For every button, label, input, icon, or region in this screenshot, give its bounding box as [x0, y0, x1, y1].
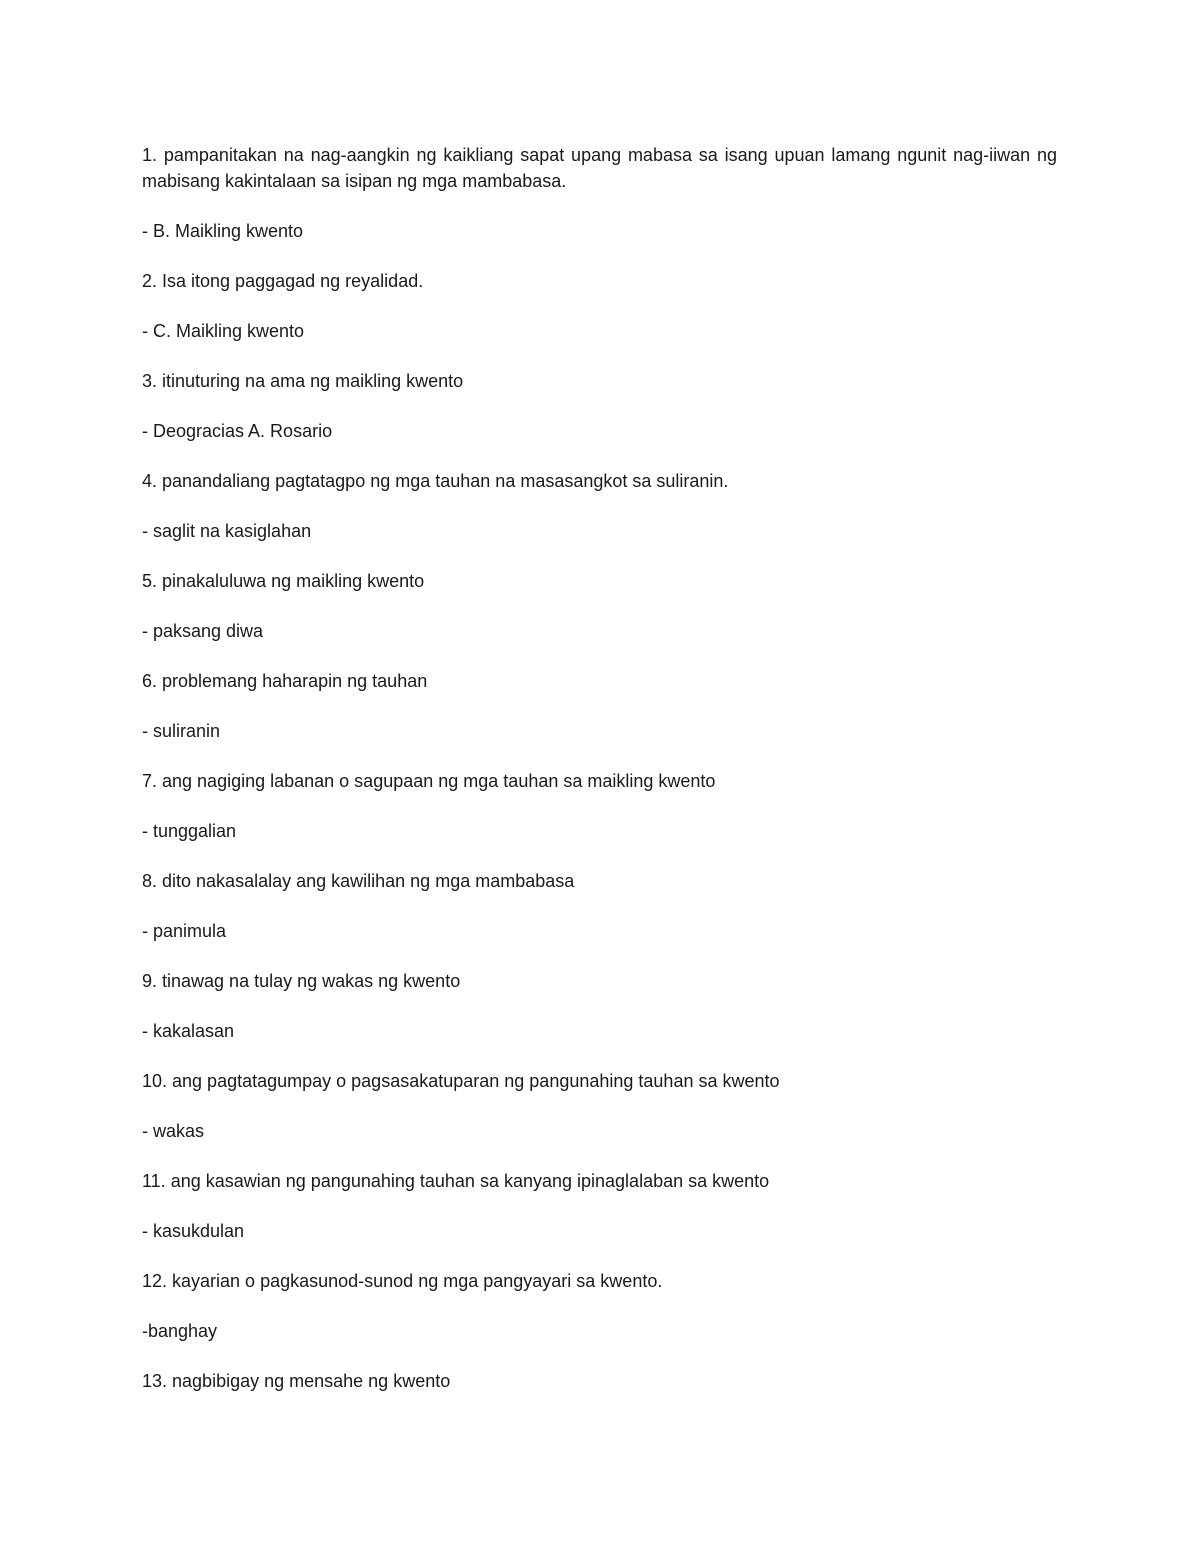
question-6: 6. problemang haharapin ng tauhan — [142, 670, 428, 691]
question-9: 9. tinawag na tulay ng wakas ng kwento — [142, 970, 461, 991]
answer-12: -banghay — [142, 1320, 218, 1341]
answer-3: - Deogracias A. Rosario — [142, 420, 333, 441]
question-1: 1. pampanitakan na nag-aangkin ng kaikliang sapat upang mabasa sa isang upuan lamang ngunit nag-iiwan ng mabisang kakintalaan sa isipan ng mga mambabasa. — [142, 145, 1057, 191]
answer-5: - paksang diwa — [142, 620, 264, 641]
answer-2: - C. Maikling kwento — [142, 320, 305, 341]
answer-6: - suliranin — [142, 720, 221, 741]
answer-11: - kasukdulan — [142, 1220, 245, 1241]
question-12: 12. kayarian o pagkasunod-sunod ng mga pangyayari sa kwento. — [142, 1270, 663, 1291]
answer-7: - tunggalian — [142, 820, 237, 841]
answer-10: - wakas — [142, 1120, 205, 1141]
answer-1: - B. Maikling kwento — [142, 220, 304, 241]
document-body — [142, 143, 1057, 1419]
answer-4: - saglit na kasiglahan — [142, 520, 312, 541]
question-10: 10. ang pagtatagumpay o pagsasakatuparan ng pangunahing tauhan sa kwento — [142, 1070, 780, 1091]
question-13: 13. nagbibigay ng mensahe ng kwento — [142, 1370, 451, 1391]
answer-8: - panimula — [142, 920, 227, 941]
question-8: 8. dito nakasalalay ang kawilihan ng mga mambabasa — [142, 870, 575, 891]
question-4: 4. panandaliang pagtatagpo ng mga tauhan na masasangkot sa suliranin. — [142, 470, 729, 491]
question-7: 7. ang nagiging labanan o sagupaan ng mga tauhan sa maikling kwento — [142, 770, 716, 791]
question-2: 2. Isa itong paggagad ng reyalidad. — [142, 270, 424, 291]
answer-9: - kakalasan — [142, 1020, 235, 1041]
question-3: 3. itinuturing na ama ng maikling kwento — [142, 370, 464, 391]
question-11: 11. ang kasawian ng pangunahing tauhan sa kanyang ipinaglalaban sa kwento — [142, 1170, 770, 1191]
question-5: 5. pinakaluluwa ng maikling kwento — [142, 570, 425, 591]
